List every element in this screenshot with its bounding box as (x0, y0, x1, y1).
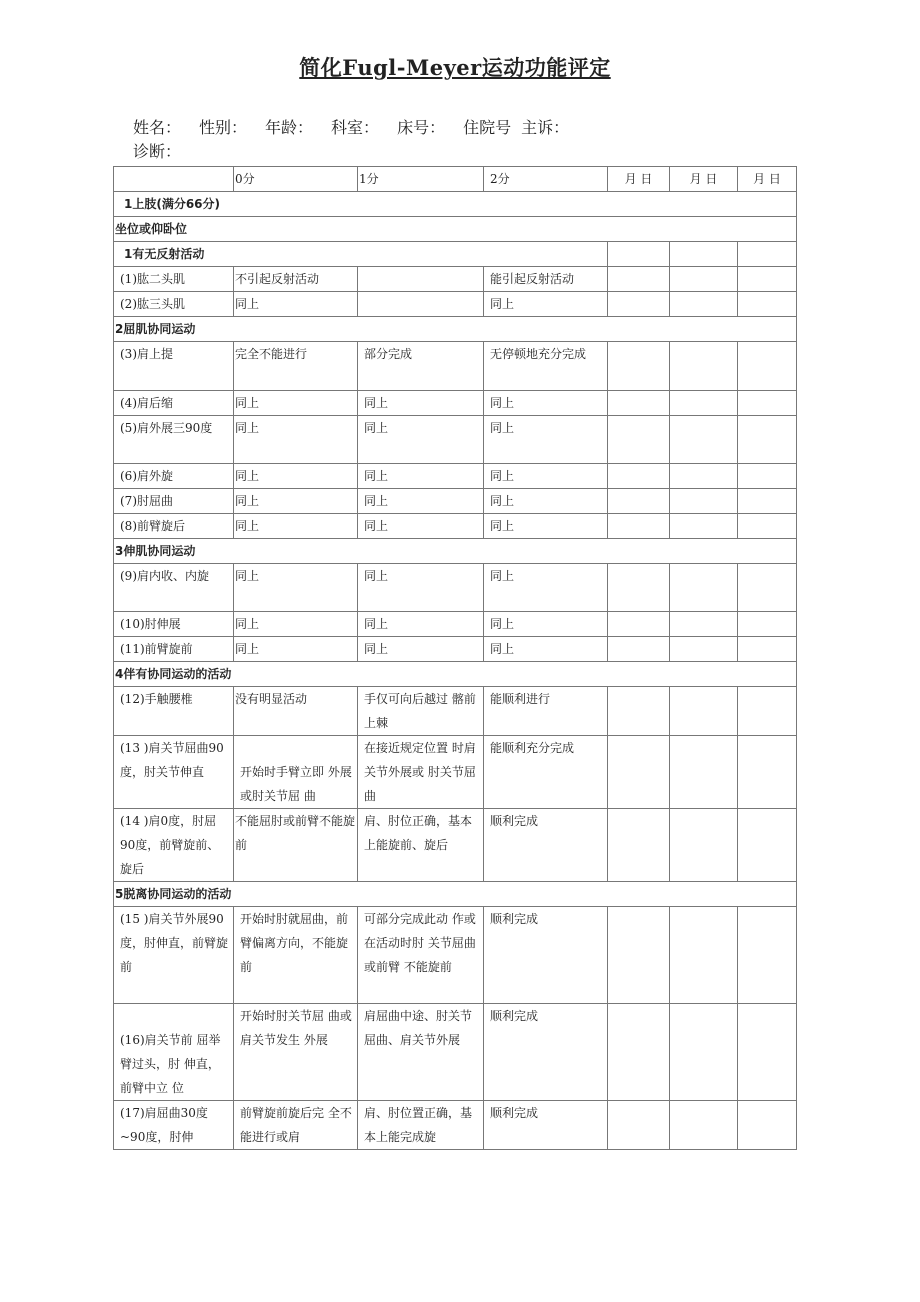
score1-text: 同上 (358, 464, 484, 489)
field-diagnosis[interactable]: 诊断： (133, 142, 182, 161)
score0-text: 同上 (234, 564, 358, 612)
score2-text: 同上 (484, 416, 608, 464)
score2-text: 顺利完成 (484, 1101, 608, 1150)
score-cell[interactable] (670, 564, 738, 612)
header-score-2: 2分 (484, 167, 608, 192)
score2-text: 顺利完成 (484, 907, 608, 1004)
score0-text: 没有明显活动 (234, 687, 358, 736)
score-cell[interactable] (670, 267, 738, 292)
score-cell[interactable] (608, 612, 670, 637)
score-cell[interactable] (670, 489, 738, 514)
field-department[interactable]: 科室： (331, 118, 380, 137)
score-cell[interactable] (608, 1101, 670, 1150)
field-admission-no[interactable]: 住院号 (463, 118, 512, 137)
section-upper-limb: 1上肢(满分66分) (114, 192, 797, 217)
item-label: (14 )肩0度，肘屈90度，前臂旋前、旋后 (114, 809, 234, 882)
header-score-0: 0分 (234, 167, 358, 192)
score-cell[interactable] (608, 292, 670, 317)
score1-text: 同上 (358, 489, 484, 514)
score-cell[interactable] (738, 564, 797, 612)
score-cell[interactable] (670, 514, 738, 539)
item-label: (5)肩外展三90度 (114, 416, 234, 464)
field-complaint[interactable]: 主诉： (521, 118, 570, 137)
score0-text: 完全不能进行 (234, 342, 358, 391)
score-cell[interactable] (670, 391, 738, 416)
score-cell[interactable] (738, 907, 797, 1004)
score1-text: 部分完成 (358, 342, 484, 391)
score1-text: 同上 (358, 564, 484, 612)
score1-text (358, 267, 484, 292)
score2-text: 顺利完成 (484, 1004, 608, 1101)
score-cell[interactable] (738, 391, 797, 416)
section-posture: 坐位或仰卧位 (114, 217, 797, 242)
table-row (114, 292, 797, 317)
score1-text: 肩、肘位正确，基本上能旋前、旋后 (358, 809, 484, 882)
item-label: (2)肱三头肌 (114, 292, 234, 317)
header-date-3: 月 日 (738, 167, 797, 192)
score-cell[interactable] (738, 736, 797, 809)
score2-text: 能顺利充分完成 (484, 736, 608, 809)
field-gender[interactable]: 性别： (199, 118, 248, 137)
section-reflex: 1有无反射活动 (114, 242, 608, 267)
score-cell[interactable] (608, 489, 670, 514)
score0-text: 同上 (234, 612, 358, 637)
score0-text: 同上 (234, 464, 358, 489)
section-out-synergy: 5脱离协同运动的活动 (114, 882, 797, 907)
item-label: (12)手触腰椎 (114, 687, 234, 736)
table-row (114, 907, 797, 1004)
score1-text: 同上 (358, 391, 484, 416)
score-cell[interactable] (608, 1004, 670, 1101)
score-cell[interactable] (738, 489, 797, 514)
score2-text: 同上 (484, 514, 608, 539)
score0-text: 前臂旋前旋后完 全不能进行或肩 (234, 1101, 358, 1150)
score-cell[interactable] (738, 809, 797, 882)
score-cell[interactable] (608, 809, 670, 882)
item-label: (17)肩屈曲30度~90度，肘伸 (114, 1101, 234, 1150)
score-cell[interactable] (608, 342, 670, 391)
page-title: 简化Fugl-Meyer运动功能评定 (299, 55, 611, 80)
score1-text: 同上 (358, 514, 484, 539)
score0-text: 同上 (234, 514, 358, 539)
score1-text: 肩、肘位置正确，基本上能完成旋 (358, 1101, 484, 1150)
item-label: (9)肩内收、内旋 (114, 564, 234, 612)
patient-info (133, 116, 587, 164)
score-cell[interactable] (738, 242, 797, 267)
score1-text: 在接近规定位置 时肩关节外展或 肘关节屈曲 (358, 736, 484, 809)
score-cell[interactable] (738, 687, 797, 736)
table-row (114, 391, 797, 416)
score1-text (358, 292, 484, 317)
score-cell[interactable] (670, 242, 738, 267)
item-label: (10)肘伸展 (114, 612, 234, 637)
table-row (114, 564, 797, 612)
score-cell[interactable] (738, 1101, 797, 1150)
score2-text: 同上 (484, 464, 608, 489)
score-cell[interactable] (608, 736, 670, 809)
item-label: (8)前臂旋后 (114, 514, 234, 539)
item-label: (15 )肩关节外展90度，肘伸直，前臂旋前 (114, 907, 234, 1004)
table-row (114, 342, 797, 391)
score-cell[interactable] (670, 464, 738, 489)
score-cell[interactable] (608, 391, 670, 416)
patient-info-fields (133, 116, 587, 140)
table-row (114, 416, 797, 464)
score-cell[interactable] (670, 907, 738, 1004)
item-label: (6)肩外旋 (114, 464, 234, 489)
score1-text: 同上 (358, 612, 484, 637)
score-cell[interactable] (670, 736, 738, 809)
item-label: (3)肩上提 (114, 342, 234, 391)
field-age[interactable]: 年龄： (265, 118, 314, 137)
table-row (114, 464, 797, 489)
item-label: (1)肱二头肌 (114, 267, 234, 292)
score1-text: 肩屈曲中途、肘关节屈曲、肩关节外展 (358, 1004, 484, 1101)
field-bed[interactable]: 床号： (397, 118, 446, 137)
score1-text: 可部分完成此动 作或在活动时肘 关节屈曲或前臂 不能旋前 (358, 907, 484, 1004)
item-label: (11)前臂旋前 (114, 637, 234, 662)
score0-text: 开始时手臂立即 外展或肘关节屈 曲 (234, 736, 358, 809)
score-cell[interactable] (738, 1004, 797, 1101)
score0-text: 同上 (234, 292, 358, 317)
table-row (114, 736, 797, 809)
score-cell[interactable] (738, 292, 797, 317)
table-row (114, 809, 797, 882)
table-row (114, 489, 797, 514)
score-cell[interactable] (608, 464, 670, 489)
score-cell[interactable] (670, 342, 738, 391)
score-cell[interactable] (738, 416, 797, 464)
field-name[interactable]: 姓名： (133, 118, 182, 137)
table-row (114, 514, 797, 539)
score-cell[interactable] (738, 267, 797, 292)
score2-text: 同上 (484, 391, 608, 416)
score-cell[interactable] (608, 416, 670, 464)
score0-text: 同上 (234, 416, 358, 464)
section-flexor: 2屈肌协同运动 (114, 317, 797, 342)
score2-text: 能顺利进行 (484, 687, 608, 736)
score0-text: 开始时肘关节屈 曲或肩关节发生 外展 (234, 1004, 358, 1101)
score2-text: 能引起反射活动 (484, 267, 608, 292)
table-row (114, 267, 797, 292)
score2-text: 顺利完成 (484, 809, 608, 882)
score1-text: 同上 (358, 416, 484, 464)
score-cell[interactable] (738, 637, 797, 662)
section-with-synergy: 4伴有协同运动的活动 (114, 662, 797, 687)
score-cell[interactable] (608, 687, 670, 736)
header-row (114, 167, 797, 192)
score0-text: 同上 (234, 637, 358, 662)
header-blank (114, 167, 234, 192)
table-row (114, 637, 797, 662)
score-cell[interactable] (608, 564, 670, 612)
score-cell[interactable] (738, 342, 797, 391)
table-row (114, 1004, 797, 1101)
item-label: (7)肘屈曲 (114, 489, 234, 514)
table-row (114, 687, 797, 736)
score2-text: 同上 (484, 292, 608, 317)
score0-text: 不引起反射活动 (234, 267, 358, 292)
item-label: (4)肩后缩 (114, 391, 234, 416)
score-cell[interactable] (670, 292, 738, 317)
assessment-table (113, 166, 797, 1150)
score2-text: 同上 (484, 489, 608, 514)
score2-text: 同上 (484, 637, 608, 662)
score-cell[interactable] (608, 907, 670, 1004)
score0-text: 同上 (234, 391, 358, 416)
score-cell[interactable] (608, 267, 670, 292)
score-cell[interactable] (670, 687, 738, 736)
score-cell[interactable] (608, 637, 670, 662)
table-row (114, 612, 797, 637)
header-score-1: 1分 (358, 167, 484, 192)
table-row (114, 1101, 797, 1150)
header-date-2: 月 日 (670, 167, 738, 192)
score-cell[interactable] (670, 1004, 738, 1101)
score-cell[interactable] (608, 242, 670, 267)
score2-text: 同上 (484, 612, 608, 637)
score-cell[interactable] (670, 416, 738, 464)
score2-text: 同上 (484, 564, 608, 612)
score-cell[interactable] (738, 612, 797, 637)
score-cell[interactable] (670, 1101, 738, 1150)
item-label: (16)肩关节前 屈举臂过头，肘 伸直，前臂中立 位 (114, 1004, 234, 1101)
score0-text: 同上 (234, 489, 358, 514)
item-label: (13 )肩关节屈曲90度，肘关节伸直 (114, 736, 234, 809)
score-cell[interactable] (670, 809, 738, 882)
score-cell[interactable] (738, 514, 797, 539)
section-extensor: 3伸肌协同运动 (114, 539, 797, 564)
score2-text: 无停顿地充分完成 (484, 342, 608, 391)
score-cell[interactable] (738, 464, 797, 489)
score-cell[interactable] (670, 637, 738, 662)
score0-text: 开始时肘就屈曲，前臂偏离方向，不能旋前 (234, 907, 358, 1004)
score0-text: 不能屈肘或前臂不能旋前 (234, 809, 358, 882)
score1-text: 同上 (358, 637, 484, 662)
header-date-1: 月 日 (608, 167, 670, 192)
score-cell[interactable] (608, 514, 670, 539)
score-cell[interactable] (670, 612, 738, 637)
score1-text: 手仅可向后越过 髂前上棘 (358, 687, 484, 736)
